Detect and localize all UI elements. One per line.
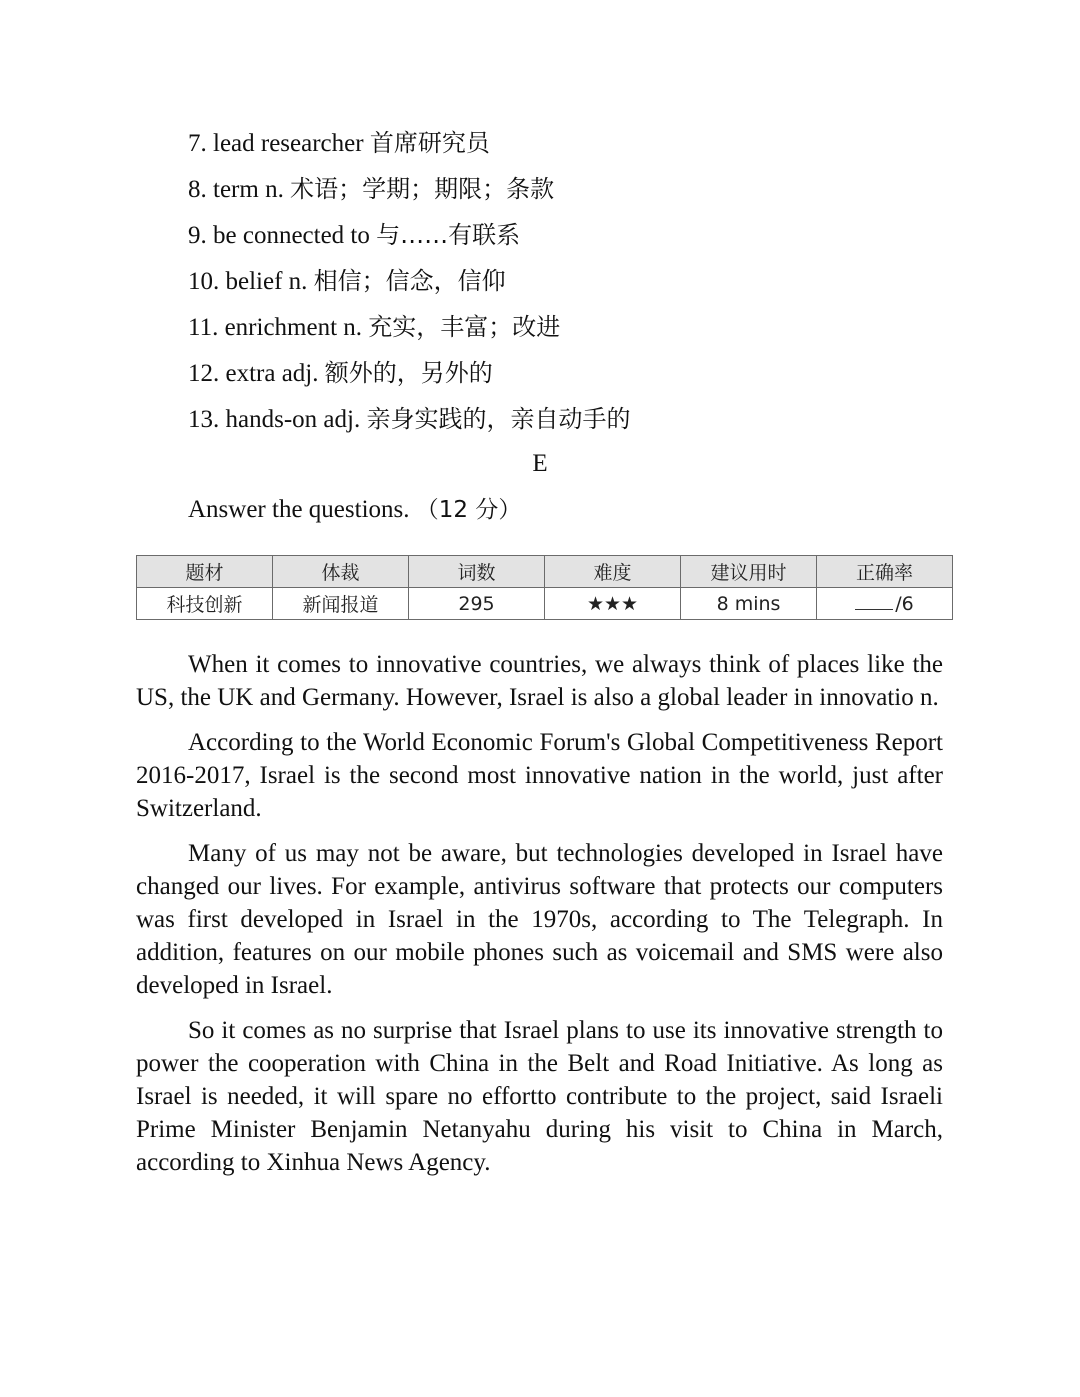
vocab-term: lead researcher xyxy=(213,130,364,157)
vocab-meaning: 充实，丰富；改进 xyxy=(368,313,561,341)
cell-word-count: 295 xyxy=(409,588,545,620)
vocab-item xyxy=(188,168,948,214)
table-header-row xyxy=(137,556,953,588)
cell-suggested-time: 8 mins xyxy=(681,588,817,620)
vocab-meaning: 首席研究员 xyxy=(369,129,490,157)
vocab-meaning: 相信；信念，信仰 xyxy=(313,267,506,295)
article-paragraph: According to the World Economic Forum's Global Competitiveness Report 2016-2017, Israel is the second most innovative nation in the world, just after Switzerland. xyxy=(136,729,943,822)
article-body xyxy=(136,648,943,1191)
header-genre: 体裁 xyxy=(273,556,409,588)
vocab-number: 7. xyxy=(188,130,207,157)
cell-difficulty-stars: ★★★ xyxy=(545,588,681,620)
table-row xyxy=(137,588,953,620)
vocab-number: 13. xyxy=(188,406,220,433)
accuracy-denominator: /6 xyxy=(895,592,914,615)
header-difficulty: 难度 xyxy=(545,556,681,588)
vocab-term: extra adj. xyxy=(225,360,319,387)
vocabulary-list xyxy=(188,122,948,444)
cell-accuracy[interactable] xyxy=(817,588,953,620)
header-accuracy: 正确率 xyxy=(817,556,953,588)
vocab-number: 12. xyxy=(188,360,220,387)
vocab-item xyxy=(188,306,948,352)
passage-info-table xyxy=(136,555,953,620)
header-suggested-time: 建议用时 xyxy=(681,556,817,588)
vocab-item xyxy=(188,352,948,398)
vocab-number: 9. xyxy=(188,222,207,249)
vocab-meaning: 术语；学期；期限；条款 xyxy=(290,175,555,203)
header-word-count: 词数 xyxy=(409,556,545,588)
vocab-term: hands-on adj. xyxy=(225,406,361,433)
vocab-term: be connected to xyxy=(213,222,370,249)
vocab-number: 8. xyxy=(188,176,207,203)
vocab-meaning: 亲身实践的，亲自动手的 xyxy=(366,405,631,433)
article-paragraph: So it comes as no surprise that Israel plans to use its innovative strength to power the cooperation with China in the Belt and Road Initiative. As long as Israel is needed, it will spare no effortto contribute to the project, said Israeli Prime Minister Benjamin Netanyahu during his visit to China in March, according to Xinhua News Agency. xyxy=(136,1017,943,1176)
header-topic: 题材 xyxy=(137,556,273,588)
instruction-text: Answer the questions. xyxy=(188,496,410,523)
vocab-number: 10. xyxy=(188,268,220,295)
vocab-number: 11. xyxy=(188,314,219,341)
vocab-item xyxy=(188,214,948,260)
vocab-term: term n. xyxy=(213,176,284,203)
cell-genre: 新闻报道 xyxy=(273,588,409,620)
vocab-term: belief n. xyxy=(225,268,308,295)
vocab-item xyxy=(188,260,948,306)
points-label: （12 分） xyxy=(415,497,522,523)
article-paragraph: When it comes to innovative countries, we always think of places like the US, the UK and Germany. However, Israel is also a global leader in innovatio n. xyxy=(136,651,943,711)
cell-topic: 科技创新 xyxy=(137,588,273,620)
section-instruction xyxy=(188,492,521,528)
vocab-item xyxy=(188,122,948,168)
article-paragraph: Many of us may not be aware, but technologies developed in Israel have changed our lives. For example, antivirus software that protects our computers was first developed in Israel in the 1970s, according to The Telegraph. In addition, features on our mobile phones such as voicemail and SMS were also developed in Israel. xyxy=(136,840,943,999)
vocab-meaning: 与……有联系 xyxy=(376,221,521,249)
vocab-meaning: 额外的，另外的 xyxy=(324,359,493,387)
vocab-term: enrichment n. xyxy=(224,314,363,341)
vocab-item xyxy=(188,398,948,444)
section-letter: E xyxy=(532,450,548,477)
accuracy-blank[interactable] xyxy=(855,593,893,610)
